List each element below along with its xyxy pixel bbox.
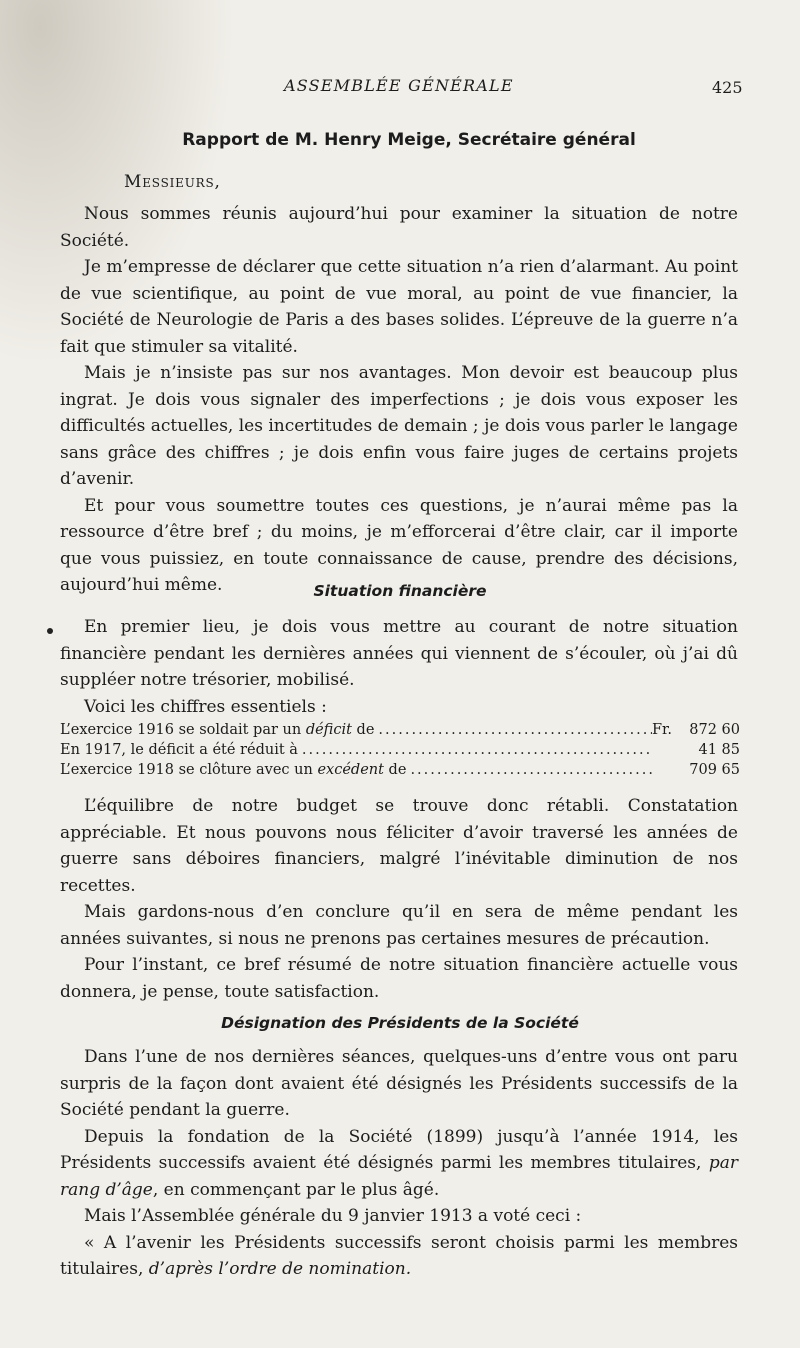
section-heading-presidents: Désignation des Présidents de la Société bbox=[221, 1014, 579, 1032]
financial-closing-paragraph: Mais gardons-nous d’en conclure qu’il en sera de même pendant les années suivantes, si nous ne prenons pas certaines mesures de précaution. bbox=[60, 902, 738, 949]
presidents-paragraph: Dans l’une de nos dernières séances, quelques-uns d’entre vous ont paru surpris de la façon dont avaient été désignés les Présidents successifs de la Société pendant la guerre. bbox=[60, 1047, 738, 1120]
intro-paragraph: Mais je n’insiste pas sur nos avantages. Mon devoir est beaucoup plus ingrat. Je dois vous signaler des imperfections ; je dois vous exposer les difficultés actuelles, les incertitudes de demain ; je dois vous parler le langage sans grâce des chiffres ; je dois enfin vous faire juges de certains projets d’avenir. bbox=[60, 363, 738, 489]
financial-closing-text bbox=[60, 793, 738, 1005]
financial-closing-paragraph: Pour l’instant, ce bref résumé de notre situation financière actuelle vous donnera, je pense, toute satisfaction. bbox=[60, 955, 738, 1002]
ledger-row bbox=[60, 720, 740, 740]
dot-leader bbox=[374, 720, 652, 740]
running-head bbox=[0, 76, 800, 100]
dot-leader bbox=[406, 760, 652, 780]
ledger-amount: 709 65 bbox=[689, 762, 740, 778]
margin-mark bbox=[47, 628, 53, 634]
ledger-table bbox=[60, 720, 740, 780]
quotation-paragraph: « A l’avenir les Présidents successifs seront choisis parmi les membres titulaires, d’après l’ordre de nomination. bbox=[60, 1232, 738, 1279]
presidents-text bbox=[60, 1044, 738, 1283]
report-title: Rapport de M. Henry Meige, Secrétaire général bbox=[182, 130, 636, 150]
ledger-amount: 872 60 bbox=[689, 722, 740, 738]
intro-paragraph: Je m’empresse de déclarer que cette situation n’a rien d’alarmant. Au point de vue scientifique, au point de vue moral, au point de vue financier, la Société de Neurologie de Paris a des bases solides. L’épreuve de la guerre n’a fait que stimuler sa vitalité. bbox=[60, 257, 738, 357]
presidents-paragraph: Mais l’Assemblée générale du 9 janvier 1913 a voté ceci : bbox=[84, 1206, 582, 1226]
ledger-row bbox=[60, 740, 740, 760]
financial-paragraph: En premier lieu, je dois vous mettre au courant de notre situation financière pendant les dernières années qui viennent de s’écouler, où j’ai dû suppléer notre trésorier, mobilisé. bbox=[60, 617, 738, 690]
financial-text bbox=[60, 614, 738, 720]
intro-paragraph: Et pour vous soumettre toutes ces questions, je n’aurai même pas la ressource d’être bref ; du moins, je m’efforcerai d’être clair, car il importe que vous puissiez, en toute connaissance de cause, prendre des décisions, aujourd’hui même. bbox=[60, 495, 738, 595]
page-number: 425 bbox=[712, 78, 743, 97]
ledger-row bbox=[60, 760, 740, 780]
ledger-label: En 1917, le déficit a été réduit à bbox=[60, 742, 298, 758]
running-title: ASSEMBLÉE GÉNÉRALE bbox=[284, 76, 514, 95]
dot-leader bbox=[298, 740, 652, 760]
ledger-currency: Fr. bbox=[652, 722, 673, 738]
financial-closing-paragraph: L’équilibre de notre budget se trouve donc rétabli. Constatation appréciable. Et nous pouvons nous féliciter d’avoir traversé les années de guerre sans déboires financiers, malgré l’inévitable diminution de nos recettes. bbox=[60, 796, 738, 896]
financial-paragraph: Voici les chiffres essentiels : bbox=[84, 696, 327, 717]
intro-text bbox=[60, 201, 738, 599]
presidents-paragraph: Depuis la fondation de la Société (1899) jusqu’à l’année 1914, les Présidents successifs avaient été désignés parmi les membres titulaires, par rang d’âge, en commençant par le plus âgé. bbox=[60, 1126, 738, 1200]
ledger-label: L’exercice 1918 se clôture avec un excédent de bbox=[60, 762, 407, 778]
ledger-label: L’exercice 1916 se soldait par un déficit de bbox=[60, 722, 375, 738]
salutation: Messieurs, bbox=[124, 172, 221, 192]
ledger-amount: 41 85 bbox=[698, 742, 740, 758]
intro-paragraph: Nous sommes réunis aujourd’hui pour examiner la situation de notre Société. bbox=[60, 204, 738, 251]
section-heading-financial: Situation financière bbox=[313, 582, 487, 600]
